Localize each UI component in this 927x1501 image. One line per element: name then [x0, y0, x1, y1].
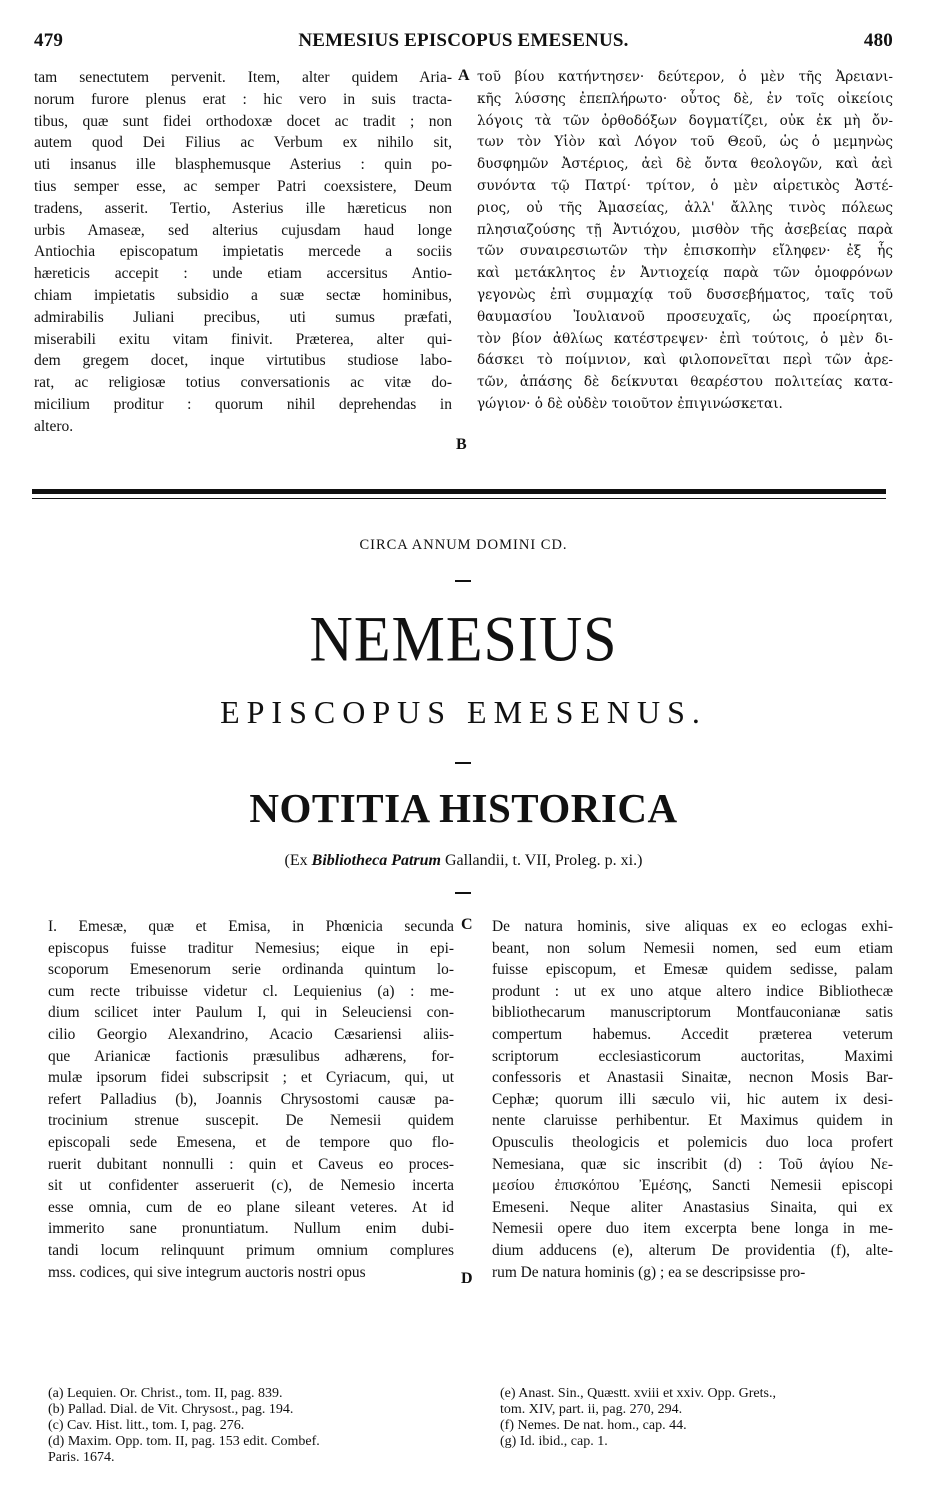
latin-text-line: tam senectutem pervenit. Item, alter quidem Aria- — [34, 69, 452, 86]
dash-divider — [455, 762, 471, 764]
source-work: Bibliotheca Patrum — [311, 852, 441, 869]
greek-text-line: τοῦ βίου κατήντησεν· δεύτερον, ὁ μὲν τῆς Ἀρειανι- — [477, 69, 893, 85]
body-text-line: Nemesii opere duo item excerpta bene longa in me- — [492, 1220, 893, 1238]
body-text-line: esse omnia, cum de eo plane sileant veteres. At id — [48, 1198, 454, 1216]
body-text-line: cilio Georgio Alexandrino, Acacio Cæsariensi aliis- — [48, 1025, 454, 1043]
body-text-line: episcopus fuisse traditur Nemesius; eique in epi- — [48, 939, 454, 957]
footnote: (c) Cav. Hist. litt., tom. I, pag. 276. — [48, 1418, 245, 1433]
latin-text-line: admirabilis Juliani precibus, uti sumus præfati, — [34, 308, 452, 326]
greek-text-line: θαυμασίου Ἰουλιανοῦ προσευχαῖς, ὡς προείρηται, — [477, 308, 893, 325]
margin-marker-c: C — [461, 916, 473, 933]
page-number-right: 480 — [863, 30, 893, 51]
source-citation — [0, 850, 927, 872]
latin-text-line: autem quod Dei Filius ac Verbum ex nihilo sit, — [34, 134, 452, 152]
section-rule-thin — [32, 498, 886, 499]
body-text-line: dium adducens (e), alterum De providentia (f), alte- — [492, 1241, 893, 1259]
body-text-line: scoporum Emesenorum serie ordinanda quintum lo- — [48, 961, 454, 979]
greek-text-line: των τὸν Υἱὸν καὶ Λόγον τοῦ Θεοῦ, ὡς ὁ μεμηνὼς — [477, 134, 893, 151]
latin-text-line: uti insanus ille blasphemusque Asterius : quin po- — [34, 156, 452, 174]
source-rest: Gallandii, t. VII, Proleg. p. xi.) — [441, 852, 643, 869]
body-text-line: dium scilicet inter Paulum I, qui in Seleuciensi con- — [48, 1004, 454, 1022]
running-title: NEMESIUS EPISCOPUS EMESENUS. — [298, 30, 629, 51]
latin-text-line: tibus, quæ sunt fidei orthodoxæ docet ac tradit ; non — [34, 112, 452, 130]
footnotes-left — [48, 1386, 320, 1466]
footnote: (g) Id. ibid., cap. 1. — [500, 1434, 608, 1449]
latin-column-top — [34, 67, 452, 438]
author-title: NEMESIUS — [309, 603, 618, 675]
latin-text-line: norum furore plenus erat : hic vero in suis tracta- — [34, 90, 452, 108]
body-text-line: trocinium strenue suscepit. De Nemesii quidem — [48, 1112, 454, 1130]
footnote: Paris. 1674. — [48, 1450, 115, 1465]
section-title: NOTITIA HISTORICA — [249, 785, 678, 831]
latin-text-line: hæreticis accepit : unde etiam accersitus Antio- — [34, 265, 452, 283]
latin-text-line: urbis Amaseæ, sed alterius cujusdam haud longe — [34, 221, 452, 239]
greek-text-line: τῶν συναιρεσιωτῶν τὴν ἐπισκοπὴν εἴληφεν· ἐξ ἧς — [477, 243, 893, 260]
footnote: (f) Nemes. De nat. hom., cap. 44. — [500, 1418, 687, 1433]
body-text-line: mss. codices, qui sive integrum auctoris nostri opus — [48, 1263, 366, 1281]
footnotes-right — [500, 1386, 776, 1450]
footnote: (e) Anast. Sin., Quæstt. xviii et xxiv. Opp. Grets., — [500, 1386, 776, 1401]
greek-text-line: τὸν βίον ἀθλίως κατέστρεψεν· ἐπὶ τούτοις, ὁ μὲν δι- — [477, 330, 893, 347]
greek-text-line: δυσφημῶν Ἀστέριος, ἀεὶ δὲ ὄντα θεολογῶν, καὶ ἀεὶ — [477, 156, 893, 173]
latin-text-line: tius semper esse, ac semper Patri coexsistere, Deum — [34, 177, 452, 195]
body-text-line: cum recte tribuisse videtur cl. Lequienius (a) : me- — [48, 982, 454, 1000]
latin-text-line: dem gregem docet, inque virtutibus studiose labo- — [34, 352, 452, 370]
body-text-line: mulæ ipsorum fidei subscripsit ; et Cyriacum, qui, ut — [48, 1069, 454, 1087]
body-text-line: ruerit dubitant nonnulli : quin et Caveus eo proces- — [48, 1155, 454, 1173]
greek-text-line: δάσκει τὸ ποίμνιον, καὶ φιλοπονεῖται περὶ τῶν ἀρε- — [477, 352, 893, 369]
body-text-line: rum De natura hominis (g) ; ea se descripsisse pro- — [492, 1263, 806, 1281]
greek-text-line: γεγονὼς ἐπὶ συμμαχίᾳ τοῦ δυσσεβήματος, ταῖς τοῦ — [477, 286, 893, 303]
dash-divider — [455, 892, 471, 894]
greek-text-line: ριος, οὐ τῆς Ἀμασείας, ἀλλ' ἄλλης τινὸς πόλεως — [477, 199, 893, 216]
footnote: (b) Pallad. Dial. de Vit. Chrysost., pag. 194. — [48, 1402, 294, 1417]
body-text-line: bibliothecarum manuscriptorum Montfauconianæ satis — [492, 1004, 893, 1022]
greek-text-line: γώγιον· ὁ δὲ οὐδὲν τοιοῦτον ἐπιγινώσκεται. — [477, 395, 783, 412]
body-text-line: μεσίου ἐπισκόπου Ἐμέσης, Sancti Nemesii episcopi — [492, 1177, 893, 1195]
body-text-line: Emeseni. Neque aliter Anastasius Sinaita, qui ex — [492, 1198, 893, 1216]
circa-line: CIRCA ANNUM DOMINI CD. — [359, 537, 568, 553]
greek-text-line: τῶν, ἁπάσης δὲ δείκνυται θεαρέστου πολιτείας κατα- — [477, 374, 893, 391]
body-text-line: immerito sane pronuntiatum. Nullum enim dubi- — [48, 1220, 454, 1238]
body-text-line: scriptorum ecclesiasticorum auctoritas, Maximi — [492, 1047, 893, 1065]
latin-text-line: rat, ac religiosæ totius conversationis ac vitæ do- — [34, 374, 452, 392]
latin-text-line: chiam impietatis subsidio a suæ sectæ hominibus, — [34, 286, 452, 304]
body-text-line: sit ut confidenter asseruerit (c), de Nemesio incerta — [48, 1177, 454, 1195]
running-head — [34, 30, 893, 56]
latin-text-line: tradens, asserit. Tertio, Asterius ille hæreticus non — [34, 199, 452, 217]
latin-text-line: Antiochia episcopatum impietatis mercede a sociis — [34, 243, 452, 261]
body-text-line: refert Palladius (b), Joannis Chrysostomi causæ pa- — [48, 1090, 454, 1108]
body-text-line: que Arianicæ factionis præsulibus adhærens, for- — [48, 1047, 454, 1065]
body-text-line: nente claruisse perhibentur. Et Maximus quidem in — [492, 1112, 893, 1130]
dash-divider — [455, 580, 471, 582]
body-text-line: compertum habemus. Accedit præterea veterum — [492, 1025, 893, 1043]
latin-text-line: altero. — [34, 417, 74, 435]
latin-text-line: micilium proditur : quorum nihil deprehendas in — [34, 395, 452, 413]
body-text-line: confessoris et Anastasii Sinaitæ, necnon Mosis Bar- — [492, 1069, 893, 1087]
body-text-line: fuisse episcopum, et Emesæ quidem sedisse, palam — [492, 961, 893, 979]
greek-text-line: πλησιαζούσης τῇ Ἀντιόχου, μισθὸν τῆς ἀσεβείας παρὰ — [477, 221, 893, 238]
body-text-line: Nemesiana, quæ sic inscribit (d) : Τοῦ ἁγίου Νε- — [492, 1155, 893, 1173]
body-column-left — [48, 916, 454, 1283]
body-column-right — [492, 916, 893, 1283]
footnote: (a) Lequien. Or. Christ., tom. II, pag. 839. — [48, 1386, 283, 1401]
margin-marker-d: D — [461, 1270, 473, 1287]
greek-text-line: κῆς λύσσης ἐπεπλήρωτο· οὗτος δὲ, ἐν τοῖς οἰκείοις — [477, 90, 893, 107]
greek-text-line: καὶ μετάκλητος ἐν Ἀντιοχείᾳ παρὰ τῶν ὁμοφρόνων — [477, 265, 893, 282]
footnote: tom. XIV, part. ii, pag. 270, 294. — [500, 1402, 683, 1417]
greek-column-top — [477, 67, 893, 416]
margin-marker-a: A — [458, 67, 470, 84]
body-text-line: tandi locum relinquunt primum omnium complures — [48, 1241, 454, 1259]
body-text-line: Cephæ; quorum illi sæculo vii, hic autem ix desi- — [492, 1090, 893, 1108]
body-text-line: episcopali sede Emesena, et de tempore quo flo- — [48, 1133, 454, 1151]
source-open: (Ex — [284, 852, 312, 869]
body-text-line: I. Emesæ, quæ et Emisa, in Phœnicia secunda — [48, 918, 454, 935]
greek-text-line: λόγοις τὰ τῶν ὀρθοδόξων δογματίζει, οὐκ ἐκ μὴ ὄν- — [477, 112, 893, 129]
greek-text-line: συνόντα τῷ Πατρί· τρίτον, ὁ μὲν αἱρετικὸς Ἀστέ- — [477, 177, 893, 194]
margin-marker-b: B — [456, 436, 467, 453]
author-subtitle: EPISCOPUS EMESENUS. — [220, 694, 707, 730]
footnote: (d) Maxim. Opp. tom. II, pag. 153 edit. Combef. — [48, 1434, 320, 1449]
section-rule-thick — [32, 489, 886, 494]
body-text-line: Opusculis theologicis et polemicis duo loca profert — [492, 1133, 893, 1151]
body-text-line: produnt : ut ex uno atque altero indice Bibliothecæ — [492, 982, 893, 1000]
latin-text-line: miserabili exitu vitam finivit. Præterea, alter qui- — [34, 330, 452, 348]
body-text-line: beant, non solum Nemesii nomen, sed eum etiam — [492, 939, 893, 957]
body-text-line: De natura hominis, sive aliquas ex eo eclogas exhi- — [492, 918, 893, 935]
page-number-left: 479 — [34, 30, 64, 51]
